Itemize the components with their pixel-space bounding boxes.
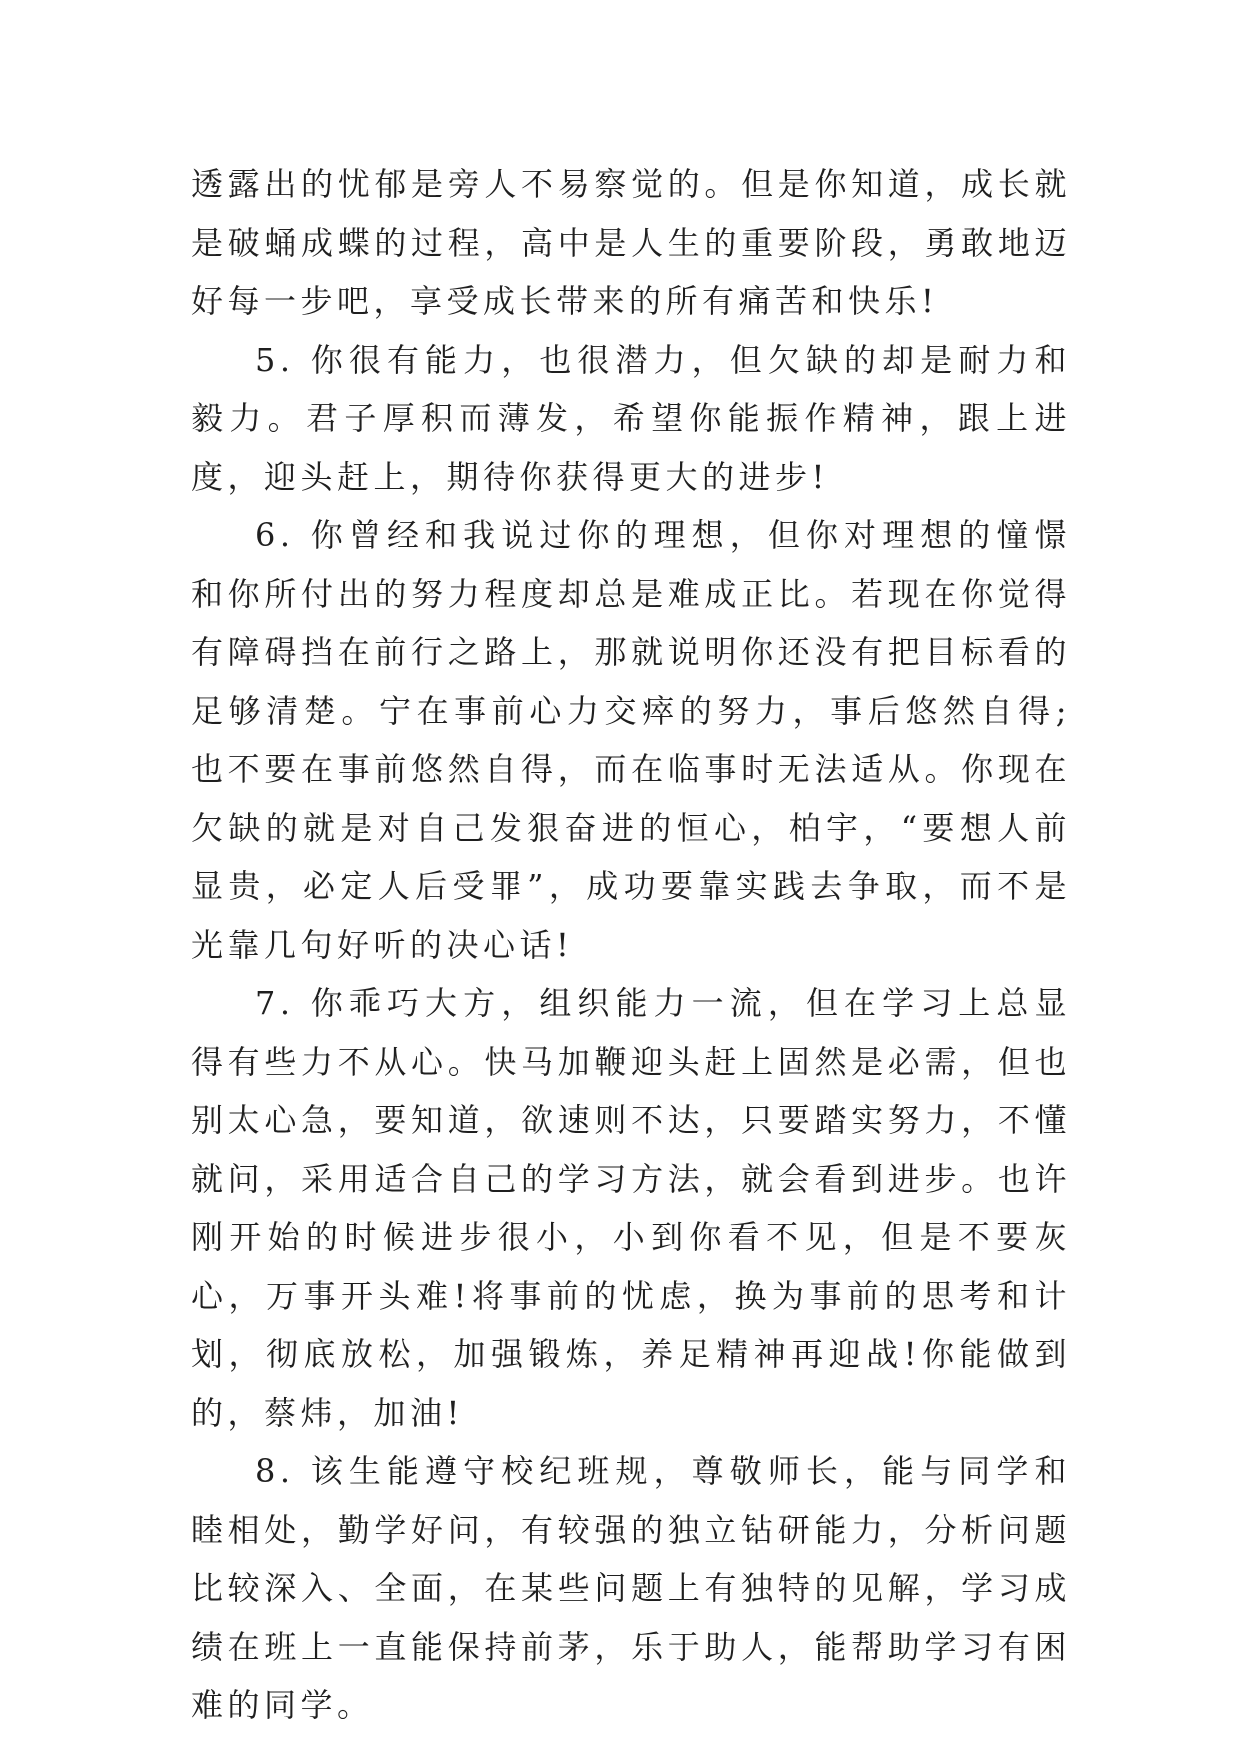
paragraph-item-7: 7. 你乖巧大方，组织能力一流，但在学习上总显得有些力不从心。快马加鞭迎头赶上固然是必需，但也别太心急，要知道，欲速则不达，只要踏实努力，不懂就问，采用适合自己的学习方法，就会看到进步。也许刚开始的时候进步很小，小到你看不见，但是不要灰心，万事开头难!将事前的忧虑，换为事前的思考和计划，彻底放松，加强锻炼，养足精神再迎战!你能做到的，蔡炜，加油!	[191, 984, 1071, 1432]
paragraph-item-6: 6. 你曾经和我说过你的理想，但你对理想的憧憬和你所付出的努力程度却总是难成正比。若现在你觉得有障碍挡在前行之路上，那就说明你还没有把目标看的足够清楚。宁在事前心力交瘁的努力，事后悠然自得;也不要在事前悠然自得，而在临事时无法适从。你现在欠缺的就是对自己发狠奋进的恒心，柏宇，“要想人前显贵，必定人后受罪”，成功要靠实践去争取，而不是光靠几句好听的决心话!	[191, 516, 1071, 964]
paragraph-item-5: 5. 你很有能力，也很潜力，但欠缺的却是耐力和毅力。君子厚积而薄发，希望你能振作精神，跟上进度，迎头赶上，期待你获得更大的进步!	[191, 340, 1071, 496]
paragraph-continuation: 透露出的忧郁是旁人不易察觉的。但是你知道，成长就是破蛹成蝶的过程，高中是人生的重要阶段，勇敢地迈好每一步吧，享受成长带来的所有痛苦和快乐!	[191, 165, 1071, 320]
document-body	[191, 155, 1071, 1735]
paragraph-item-8: 8. 该生能遵守校纪班规，尊敬师长，能与同学和睦相处，勤学好问，有较强的独立钻研能力，分析问题比较深入、全面，在某些问题上有独特的见解，学习成绩在班上一直能保持前茅，乐于助人，能帮助学习有困难的同学。	[191, 1452, 1071, 1724]
